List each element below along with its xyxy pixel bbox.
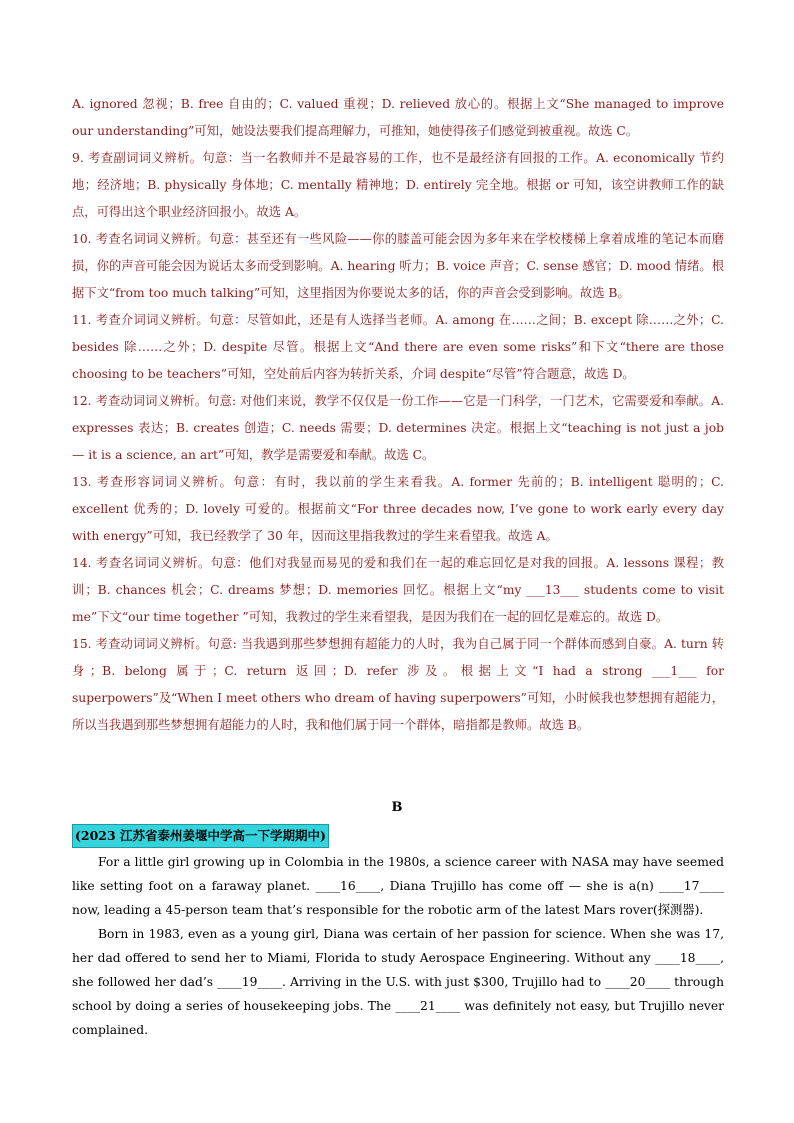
- explanation-13: 13. 考查形容词词义辨析。句意：有时，我以前的学生来看我。A. former 先前的；B. intelligent 聪明的；C. excellent 优秀的；D. lovely 可爱的。根据前文“For three decades now, I’ve gone to work early every day with energy”可知，我已经教学了 30 年，因而这里指我教过的学生来看望我。故选 A。: [72, 475, 724, 543]
- explanation-11: 11. 考查介词词义辨析。句意：尽管如此，还是有人选择当老师。A. among 在……之间；B. except 除……之外；C. besides 除……之外；D. despite 尽管。根据上文“And there are even some risks”和下文“there are those choosing to be teachers”可知，空处前后内容为转折关系，介词 despite“尽管”符合题意，故选 D。: [72, 313, 724, 381]
- section-heading: B: [391, 800, 403, 815]
- explanation-8: A. ignored 忽视；B. free 自由的；C. valued 重视；D. relieved 放心的。根据上文“She managed to improve our understanding”可知，她设法要我们提高理解力，可推知，她使得孩子们感觉到被重视。故选 C。: [72, 97, 724, 138]
- reading-passage: [72, 850, 724, 1042]
- source-label: (2023 江苏省泰州姜堰中学高一下学期期中): [72, 824, 329, 848]
- explanation-12: 12. 考查动词词义辨析。句意: 对他们来说，教学不仅仅是一份工作——它是一门科学，一门艺术，它需要爱和奉献。A. expresses 表达；B. creates 创造；C. needs 需要；D. determines 决定。根据上文“teaching is not just a job — it is a science, an art”可知，教学是需要爱和奉献。故选 C。: [72, 394, 724, 462]
- passage-paragraph-1: For a little girl growing up in Colombia in the 1980s, a science career with NASA may have seemed like setting foot on a faraway planet. ____16____, Diana Trujillo has come off — she is a(n) ____17____ now, leading a 45-person team that’s responsible for the robotic arm of the latest Mars rover(探测器).: [72, 855, 724, 917]
- explanation-10: 10. 考查名词词义辨析。句意：甚至还有一些风险——你的膝盖可能会因为多年来在学校楼梯上拿着成堆的笔记本而磨损，你的声音可能会因为说话太多而受到影响。A. hearing 听力；B. voice 声音；C. sense 感官；D. mood 情绪。根据下文“from too much talking”可知，这里指因为你要说太多的话，你的声音会受到影响。故选 B。: [72, 232, 724, 300]
- explanation-14: 14. 考查名词词义辨析。句意：他们对我显而易见的爱和我们在一起的难忘回忆是对我的回报。A. lessons 课程；教训；B. chances 机会；C. dreams 梦想；D. memories 回忆。根据上文“my ___13___ students come to visit me”下文“our time together ”可知，我教过的学生来看望我，是因为我们在一起的回忆是难忘的。故选 D。: [72, 556, 724, 624]
- answer-explanations: [72, 91, 724, 739]
- explanation-9: 9. 考查副词词义辨析。句意：当一名教师并不是最容易的工作，也不是最经济有回报的工作。A. economically 节约地；经济地；B. physically 身体地；C. mentally 精神地；D. entirely 完全地。根据 or 可知，该空讲教师工作的缺点，可得出这个职业经济回报小。故选 A。: [72, 151, 724, 219]
- passage-paragraph-2: Born in 1983, even as a young girl, Diana was certain of her passion for science. When she was 17, her dad offered to send her to Miami, Florida to study Aerospace Engineering. Without any ____18____, she followed her dad’s ____19____. Arriving in the U.S. with just $300, Trujillo had to ____20____ through school by doing a series of housekeeping jobs. The ____21____ was definitely not easy, but Trujillo never complained.: [72, 927, 724, 1037]
- explanation-15: 15. 考查动词词义辨析。句意: 当我遇到那些梦想拥有超能力的人时，我为自己属于同一个群体而感到自豪。A. turn 转身；B. belong 属于；C. return 返回；D. refer 涉及。根据上文“I had a strong ___1___ for superpowers”及“When I meet others who dream of having superpowers”可知，小时候我也梦想拥有超能力，所以当我遇到那些梦想拥有超能力的人时，我和他们属于同一个群体，暗指都是教师。故选 B。: [72, 637, 724, 732]
